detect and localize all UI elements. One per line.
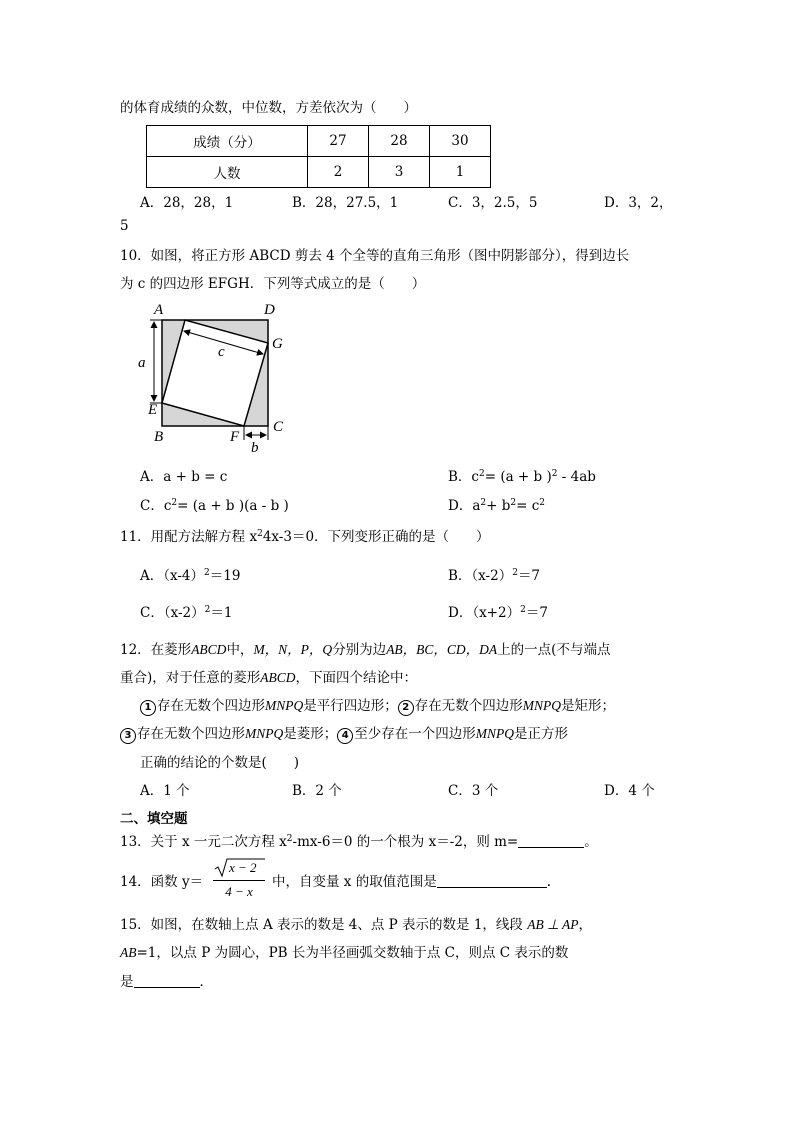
answer-blank	[518, 833, 584, 848]
label-g-vertex: G	[272, 336, 283, 352]
q12-question: 正确的结论的个数是( )	[140, 755, 300, 771]
q10-option-b: B．$c^2= (a + b$ )$^2$ - 4ab	[448, 469, 596, 485]
circled-number: 3	[120, 728, 136, 744]
table-cell: 28	[369, 126, 430, 157]
q15-stem-line3: 是 ．	[120, 974, 213, 990]
square-figure	[130, 298, 300, 458]
q11-option-c: C．$(x-2)^2=1$	[140, 605, 233, 621]
q14-fraction	[213, 858, 265, 900]
fraction-bar	[213, 880, 265, 881]
q15-stem-line1: 15．如图，在数轴上点 A 表示的数是 4、点 P 表示的数是 1，线段 AB ⊥ AP，	[120, 917, 592, 933]
q9-option-b: B．28，27.5，1	[292, 195, 399, 211]
label-side-a: a	[138, 355, 146, 371]
table-cell: 3	[369, 157, 430, 188]
q9-option-d: D．3，2，	[604, 195, 673, 211]
circled-number: 2	[398, 700, 414, 716]
table-cell: 30	[430, 126, 491, 157]
answer-blank	[134, 973, 200, 988]
q12-conclusions-3-4: 3 存在无数个四边形MNPQ是菱形； 4 至少存在一个四边形MNPQ是正方形	[120, 722, 568, 744]
q10-stem-line2: 为 c 的四边形 EFGH．下列等式成立的是（ ）	[120, 276, 426, 292]
q15-stem-line2: AB=1，以点 P 为圆心，PB 长为半径画弧交数轴于点 C，则点 C 表示的数	[120, 945, 569, 961]
table-cell: 2	[308, 157, 369, 188]
circled-number: 4	[337, 728, 353, 744]
q11-option-a: A．$(x-4)^2=19$	[140, 568, 241, 584]
q10-option-d: D．$a^2+ b^2= c^2$	[448, 498, 545, 514]
table-row	[147, 126, 491, 157]
table-cell: 成绩（分）	[147, 126, 308, 157]
q14-stem-suffix: 中，自变量 x 的取值范围是 .	[272, 874, 551, 890]
q12-conclusions-1-2: 1 存在无数个四边形MNPQ是平行四边形； 2 存在无数个四边形MNPQ是矩形；	[140, 694, 615, 716]
label-f-vertex: F	[230, 429, 240, 445]
q12-stem-line2: 重合)，对于任意的菱形ABCD，下面四个结论中：	[120, 670, 418, 686]
q10-option-a: A．a + b = c	[140, 469, 228, 485]
answer-blank	[437, 873, 547, 888]
numerator-text: x − 2	[229, 860, 257, 875]
table-cell: 人数	[147, 157, 308, 188]
q9-option-d-wrap: 5	[120, 218, 129, 234]
label-d-vertex: D	[264, 302, 275, 318]
q13-stem: 13．关于 x 一元二次方程 $x^2-mx-6=0$ 的一个根为 x＝-2，则 m= 。	[120, 834, 598, 850]
q9-option-c: C．3，2.5，5	[448, 195, 538, 211]
circled-number: 1	[140, 700, 156, 716]
q12-option-a: A．1 个	[140, 783, 190, 799]
q12-option-d: D．4 个	[604, 783, 655, 799]
fraction-numerator	[213, 858, 265, 878]
q9-option-a: A．28，28，1	[140, 195, 234, 211]
label-side-b: b	[251, 440, 259, 456]
q11-stem: 11．用配方法解方程 $x^24x-3=0$．下列变形正确的是（ ）	[120, 529, 490, 545]
label-c-vertex: C	[273, 419, 284, 435]
q12-option-c: C．3 个	[448, 783, 499, 799]
q10-stem-line1: 10．如图，将正方形 ABCD 剪去 4 个全等的直角三角形（图中阴影部分），得到边长	[120, 248, 630, 264]
section-heading: 二、填空题	[120, 811, 188, 827]
table-cell: 1	[430, 157, 491, 188]
q11-option-b: B．$(x-2)^2=7$	[448, 568, 541, 584]
q10-option-c: C．$c^2= (a + b$ )(a - b )	[140, 498, 289, 514]
q14-stem-prefix: 14．函数 y＝	[120, 874, 204, 890]
label-side-c: c	[218, 344, 225, 360]
table-row	[147, 157, 491, 188]
fraction-denominator: 4 − x	[225, 884, 253, 899]
score-table	[146, 125, 491, 188]
label-e-vertex: E	[148, 402, 158, 418]
q11-option-d: D．$(x+2)^2=7$	[448, 605, 548, 621]
label-a-vertex: A	[154, 302, 164, 318]
table-cell: 27	[308, 126, 369, 157]
q12-option-b: B．2 个	[292, 783, 342, 799]
q9-stem: 的体育成绩的众数，中位数，方差依次为（ ）	[120, 100, 417, 116]
label-b-vertex: B	[154, 429, 164, 445]
q12-stem-line1: 12．在菱形ABCD中，M，N，P，Q分别为边AB，BC，CD，DA上的一点(不与端点	[120, 642, 611, 658]
